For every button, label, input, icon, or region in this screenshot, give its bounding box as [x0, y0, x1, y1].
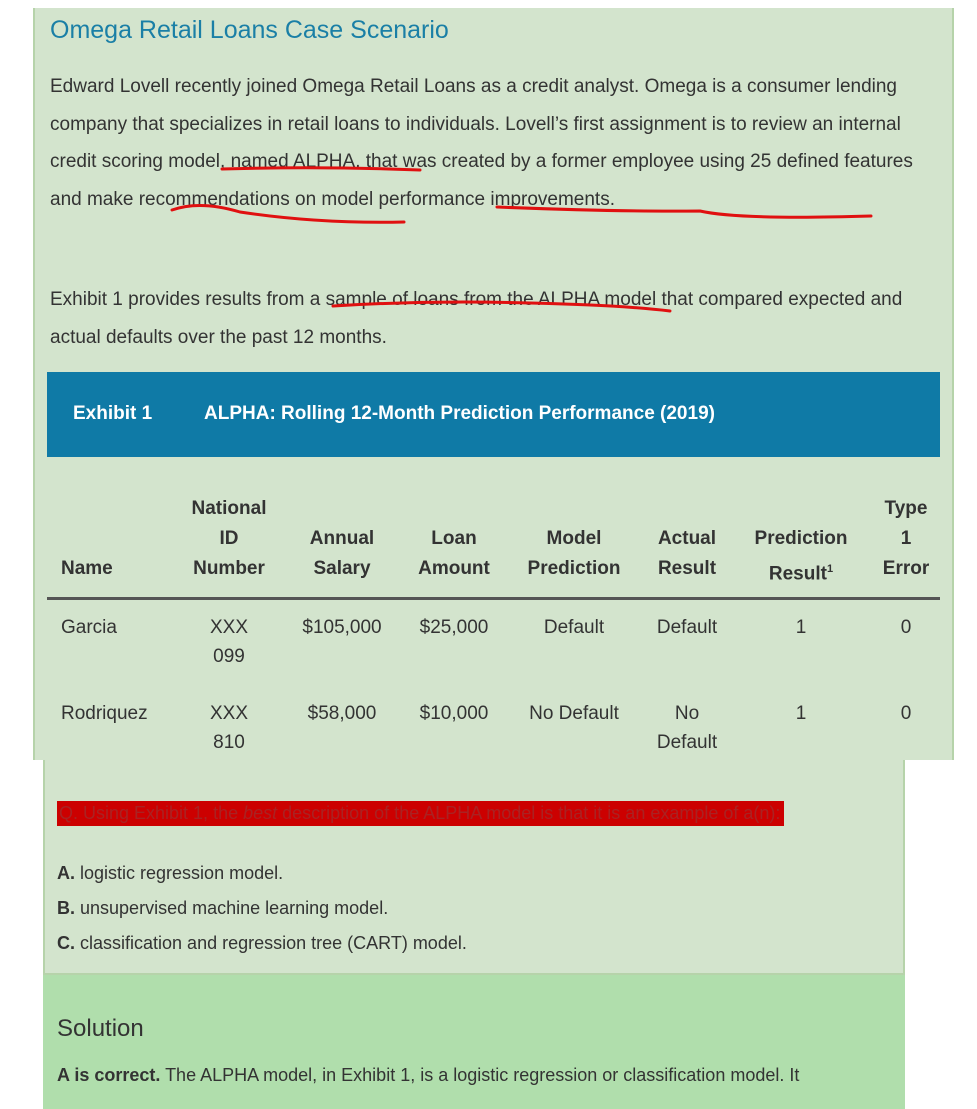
scenario-paragraph-2: Exhibit 1 provides results from a sample of loans from the ALPHA model that compared expected and actual defaults over the past 12 months.	[50, 289, 903, 348]
header-name: Name	[61, 558, 113, 579]
option-c[interactable]: C. classification and regression tree (CART) model.	[57, 933, 467, 953]
question-panel	[43, 760, 905, 975]
exhibit-banner	[47, 372, 940, 457]
row-1-prediction-result: 1	[795, 617, 807, 638]
exhibit-label: Exhibit 1	[73, 403, 153, 424]
row-2-name: Rodriquez	[61, 703, 148, 724]
header-type-1-error: Type 1 Error	[882, 498, 930, 579]
header-model-prediction: Model Prediction	[527, 528, 621, 579]
row-2-salary: $58,000	[307, 703, 377, 724]
solution-panel	[43, 975, 905, 1109]
row-2-national-id: XXX 810	[209, 703, 249, 753]
row-2-actual-result: No Default	[656, 703, 718, 753]
footnote-marker: 1	[826, 563, 834, 575]
option-b[interactable]: B. unsupervised machine learning model.	[57, 898, 389, 918]
row-2-model-prediction: No Default	[529, 703, 619, 724]
header-actual-result: Actual Result	[657, 528, 717, 579]
table-header-rule	[47, 597, 940, 600]
header-annual-salary: Annual Salary	[309, 528, 375, 579]
row-2-loan: $10,000	[419, 703, 489, 724]
exhibit-title: ALPHA: Rolling 12-Month Prediction Performance (2019)	[204, 403, 715, 424]
row-1-national-id: XXX 099	[209, 617, 249, 667]
row-1-actual-result: Default	[656, 617, 718, 638]
scenario-paragraph-1: Edward Lovell recently joined Omega Retail Loans as a credit analyst. Omega is a consumer lending company that specializes in retail loans to individuals. Lovell’s first assignment is to review an internal credit scoring model, named ALPHA, that was created by a former employee using 25 defined features and make recommendations on model performance improvements.	[50, 76, 913, 210]
row-1-salary: $105,000	[302, 617, 382, 638]
header-national-id: National ID Number	[191, 498, 267, 579]
option-a[interactable]: A. logistic regression model.	[57, 863, 284, 883]
header-loan-amount: Loan Amount	[418, 528, 490, 579]
scenario-title: Omega Retail Loans Case Scenario	[50, 16, 449, 44]
row-2-type-1-error: 0	[900, 703, 912, 724]
question-text: Q. Using Exhibit 1, the best description of the ALPHA model is that it is an example of a(n):	[57, 801, 784, 826]
row-1-name: Garcia	[61, 617, 117, 638]
row-2-prediction-result: 1	[795, 703, 807, 724]
row-1-model-prediction: Default	[543, 617, 605, 638]
row-1-loan: $25,000	[419, 617, 489, 638]
header-prediction-result: Prediction Result$^1$	[754, 528, 848, 585]
row-1-type-1-error: 0	[900, 617, 912, 638]
solution-text: A is correct. The ALPHA model, in Exhibit 1, is a logistic regression or classification model. It	[57, 1065, 800, 1085]
solution-title: Solution	[57, 1015, 144, 1042]
